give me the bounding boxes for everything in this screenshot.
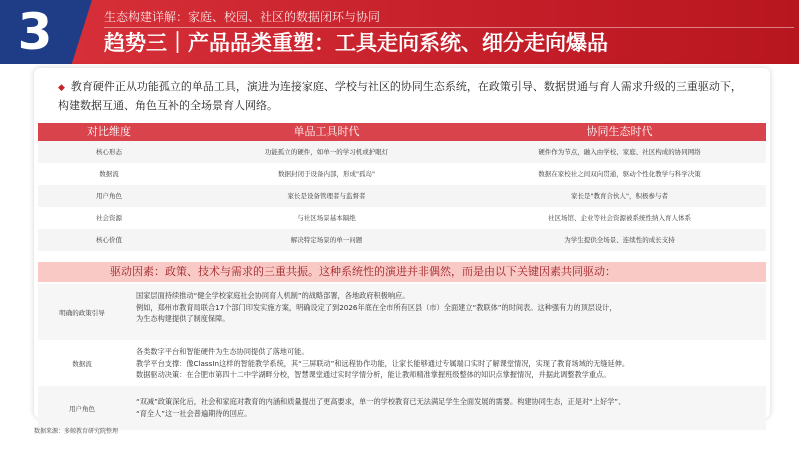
- column-header-ecosystem: 协同生态时代: [586, 125, 653, 138]
- table-cell: 硬件作为节点，融入由学校、家庭、社区构成的协同网络: [538, 148, 701, 156]
- table-cell: 数据在家校社之间双向贯通，驱动个性化教学与科学决策: [538, 170, 701, 178]
- driver-line: “育全人”这一社会普遍期待的回应。: [136, 408, 252, 418]
- driver-row-user-role: [38, 386, 766, 430]
- data-source-note: 数据来源：多鲸教育研究院整理: [34, 428, 119, 435]
- header-divider: [104, 27, 794, 28]
- header-subtitle: 生态构建详解：家庭、校园、社区的数据闭环与协同: [104, 10, 381, 24]
- driver-line: 教学平台支撑：像ClassIn这样的智能教学系统，其“三屏联动”和远程协作功能，让家长能够通过专属端口实时了解课堂情况，实现了教育场域的无缝延伸。: [136, 358, 630, 368]
- driver-line: “双减”政策深化后，社会和家庭对教育的内涵和质量提出了更高要求，单一的学校教育已无法满足学生全面发展的需要。构建协同生态，正是对“上好学”、: [136, 397, 626, 406]
- table-cell: 功能孤立的硬件，如单一的学习机或护眼灯: [264, 148, 389, 156]
- table-row: [38, 141, 766, 163]
- driver-line: 各类数字平台和智能硬件为生态协同提供了落地可能。: [136, 347, 309, 356]
- drivers-heading: 驱动因素：政策、技术与需求的三重共振。这种系统性的演进并非偶然，而是由以下关键因素共同驱动：: [38, 262, 766, 282]
- page-title: 趋势三｜产品品类重塑：工具走向系统、细分走向爆品: [104, 31, 608, 55]
- table-row: [38, 163, 766, 185]
- table-cell: 家长是设备管理者与监督者: [287, 192, 366, 200]
- driver-content: [126, 284, 766, 340]
- column-header-single-tool: 单品工具时代: [293, 125, 360, 138]
- table-cell: 家长是"教育合伙人"，积极参与者: [571, 192, 668, 200]
- comparison-table: [38, 123, 766, 251]
- driver-label: 用户角色: [69, 404, 95, 413]
- driver-line: 例如，郑州市教育局联合17个部门印发实施方案，明确设定了到2026年底在全市所有区县（市）全面建立“教联体”的时间表。这种强有力的顶层设计，: [136, 302, 617, 312]
- driver-label: 明确的政策引导: [59, 308, 105, 317]
- header-banner: [0, 0, 799, 64]
- intro-paragraph: [58, 78, 748, 115]
- table-cell: 核心价值: [96, 236, 122, 244]
- table-row: [38, 207, 766, 229]
- section-number: 3: [17, 3, 53, 61]
- driver-row-data: [38, 340, 766, 386]
- table-cell: 与社区场景基本隔绝: [297, 214, 356, 222]
- driver-line: 为生态构建提供了制度保障。: [136, 314, 230, 323]
- table-cell: 解决特定场景的单一问题: [290, 236, 363, 244]
- intro-text: 教育硬件正从功能孤立的单品工具，演进为连接家庭、学校与社区的协同生态系统，在政策引导、数据贯通与育人需求升级的三重驱动下，构建数据互通、角色互补的全场景育人网络。: [58, 80, 742, 112]
- table-header: [38, 123, 766, 141]
- table-cell: 核心形态: [96, 148, 122, 156]
- column-header-dimension: 对比维度: [87, 125, 131, 138]
- driver-row-policy: [38, 284, 766, 340]
- table-cell: 数据封闭于设备内部，形成"孤岛": [278, 170, 375, 178]
- driver-line: 数据驱动决策：在合肥市第四十二中学湖畔分校，智慧课堂通过实时学情分析，能让教师精准掌握班级整体的知识点掌握情况，并据此调整教学重点。: [136, 370, 611, 379]
- driver-content: [126, 340, 766, 386]
- table-cell: 社区场馆、企业等社会资源被系统性纳入育人体系: [548, 214, 691, 222]
- table-cell: 为学生提供全场景、连续性的成长支持: [564, 236, 675, 244]
- table-row: [38, 229, 766, 251]
- table-body: [38, 141, 766, 251]
- table-cell: 数据流: [99, 170, 119, 178]
- driver-line: 国家层面持续推动“健全学校家庭社会协同育人机制”的战略部署，各地政府积极响应。: [136, 291, 410, 300]
- table-row: [38, 185, 766, 207]
- driver-label: 数据流: [72, 359, 92, 368]
- table-cell: 社会资源: [96, 214, 122, 222]
- driver-content: [126, 386, 766, 430]
- drivers-table: [38, 284, 766, 430]
- table-cell: 用户角色: [96, 192, 122, 200]
- diamond-bullet-icon: ◆: [58, 83, 65, 93]
